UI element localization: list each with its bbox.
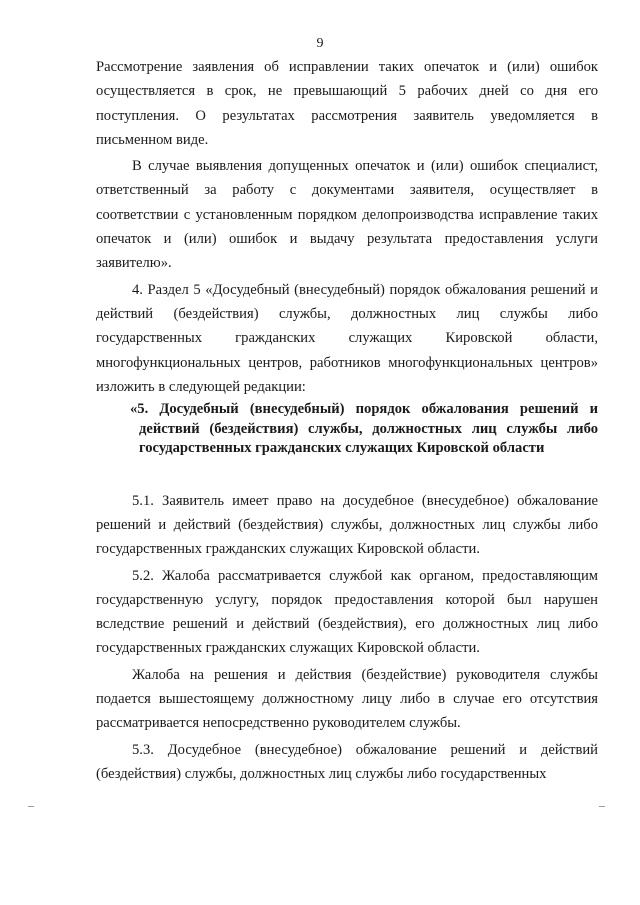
paragraph-5-3: 5.3. Досудебное (внесудебное) обжалование решений и действий (бездействия) службы, должностных лиц службы либо государственных [96, 741, 598, 782]
document-body [96, 55, 598, 786]
paragraph-error-correction: В случае выявления допущенных опечаток и (или) ошибок специалист, ответственный за работу с документами заявителя, осуществляет в соответствии с установленным порядком делопроизводства исправление таких опечаток и (или) ошибок и выдачу результата предоставления услуги заявителю». [96, 158, 598, 272]
page-number: 9 [316, 36, 324, 51]
section-heading: «5. Досудебный (внесудебный) порядок обжалования решений и действий (бездействия) службы, должностных лиц службы либо государственных гражданских служащих Кировской области [130, 401, 598, 457]
paragraph-section-amendment: 4. Раздел 5 «Досудебный (внесудебный) порядок обжалования решений и действий (бездействия) службы, должностных лиц службы либо государственных гражданских служащих Кировской области, многофункциональных центров, работников многофункциональных центров» изложить в следующей редакции: [96, 281, 598, 395]
left-margin-mark: – [28, 798, 34, 812]
paragraph-complaint-head: Жалоба на решения и действия (бездействие) руководителя службы подается вышестоящему должностному лицу либо в случае его отсутствия рассматривается непосредственно руководителем службы. [96, 666, 598, 732]
paragraph-5-1: 5.1. Заявитель имеет право на досудебное (внесудебное) обжалование решений и действий (бездействия) службы, должностных лиц службы либо государственных гражданских служащих Кировской области. [96, 492, 598, 558]
paragraph-5-2: 5.2. Жалоба рассматривается службой как органом, предоставляющим государственную услугу, порядок предоставления которой был нарушен вследствие решений и действий (бездействия), его должностных лиц либо государственных гражданских служащих Кировской области. [96, 567, 598, 657]
heading-spacer [96, 459, 598, 489]
paragraph-review-term: Рассмотрение заявления об исправлении таких опечаток и (или) ошибок осуществляется в срок, не превышающий 5 рабочих дней со дня его поступления. О результатах рассмотрения заявитель уведомляется в письменном виде. [96, 59, 598, 148]
right-margin-mark: – [599, 798, 605, 812]
